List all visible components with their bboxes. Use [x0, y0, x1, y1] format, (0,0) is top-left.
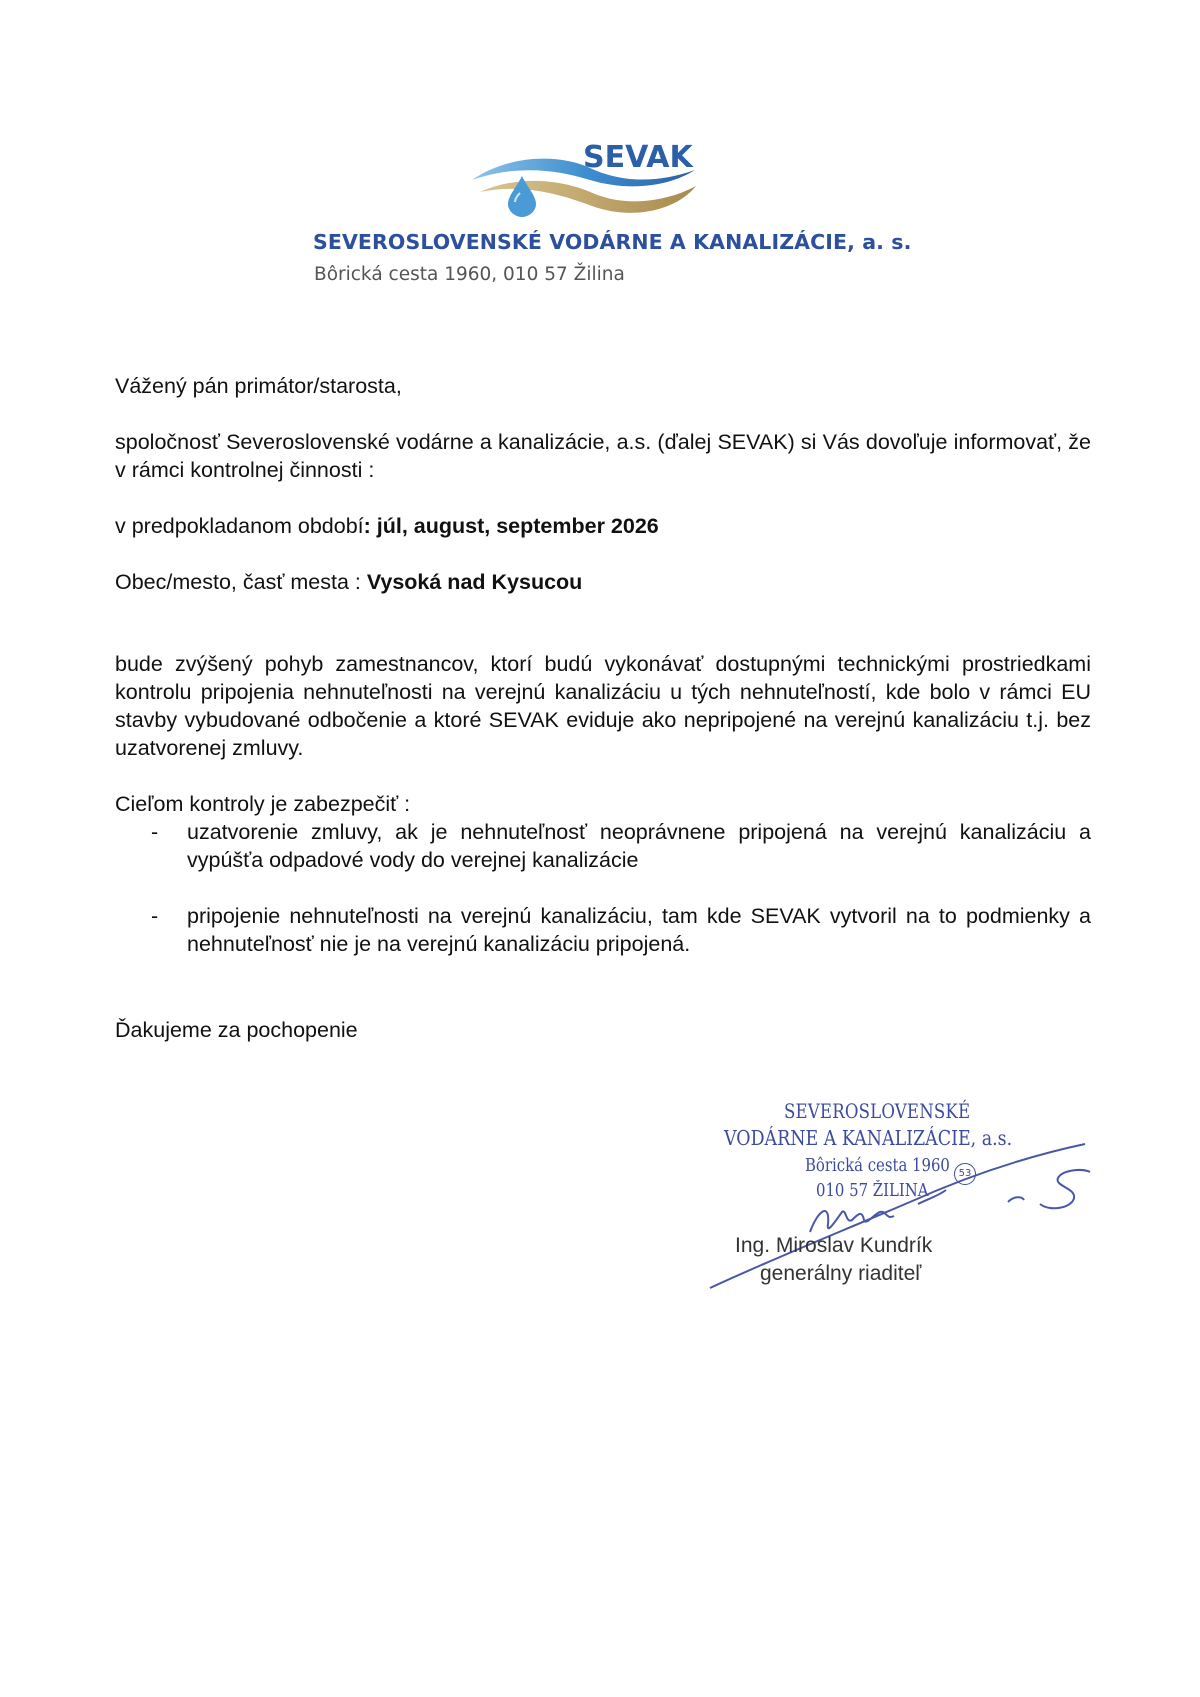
intro-paragraph: spoločnosť Severoslovenské vodárne a kanalizácie, a.s. (ďalej SEVAK) si Vás dovoľuje informovať, že v rámci kontrolnej činnosti :	[115, 430, 1091, 482]
place-label: Obec/mesto, časť mesta :	[115, 570, 367, 594]
body-paragraph: bude zvýšený pohyb zamestnancov, ktorí budú vykonávať dostupnými technickými prostriedkami kontrolu pripojenia nehnuteľnosti na verejnú kanalizáciu u tých nehnuteľností, kde bolo v rámci EU stavby vybudované odbočenie a ktoré SEVAK eviduje ako nepripojené na verejnú kanalizáciu t.j. bez uzatvorenej zmluvy.	[115, 652, 1091, 760]
signatory-name: Ing. Miroslav Kundrík	[735, 1234, 933, 1257]
goal-intro: Cieľom kontroly je zabezpečiť :	[115, 792, 411, 816]
goal-text: pripojenie nehnuteľnosti na verejnú kanalizáciu, tam kde SEVAK vytvoril na to podmienky a nehnuteľnosť nie je na verejnú kanalizáciu pripojená.	[187, 904, 1091, 956]
signatory-role: generálny riaditeľ	[760, 1262, 922, 1285]
place-line	[115, 568, 1091, 596]
list-dash: -	[151, 820, 159, 844]
stamp-line-4: 010 57 ŽILINA	[816, 1181, 929, 1201]
stamp-line-1: SEVEROSLOVENSKÉ	[784, 1100, 971, 1123]
list-dash: -	[151, 904, 159, 928]
place-value: Vysoká nad Kysucou	[366, 570, 583, 594]
sevak-logo	[470, 140, 700, 230]
closing: Ďakujeme za pochopenie	[115, 1018, 358, 1042]
goal-list	[115, 818, 1091, 986]
goal-text: uzatvorenie zmluvy, ak je nehnuteľnosť neoprávnene pripojená na verejnú kanalizáciu a vypúšťa odpadové vody do verejnej kanalizácie	[187, 820, 1091, 872]
period-label: v predpokladanom období	[115, 514, 364, 538]
stamp-number-badge: 53	[954, 1163, 976, 1185]
company-name: SEVEROSLOVENSKÉ VODÁRNE A KANALIZÁCIE, a. s.	[313, 230, 912, 254]
period-line	[115, 512, 1091, 540]
stamp-line-3: Bôrická cesta 1960	[805, 1156, 950, 1176]
goal-item	[115, 818, 1091, 874]
logo-wordmark: SEVAK	[583, 140, 693, 175]
company-address: Bôrická cesta 1960, 010 57 Žilina	[314, 264, 625, 285]
greeting: Vážený pán primátor/starosta,	[115, 374, 402, 398]
stamp-line-2: VODÁRNE A KANALIZÁCIE, a.s.	[724, 1126, 1013, 1150]
period-value: : júl, august, september 2026	[363, 514, 659, 538]
goal-item	[115, 902, 1091, 958]
